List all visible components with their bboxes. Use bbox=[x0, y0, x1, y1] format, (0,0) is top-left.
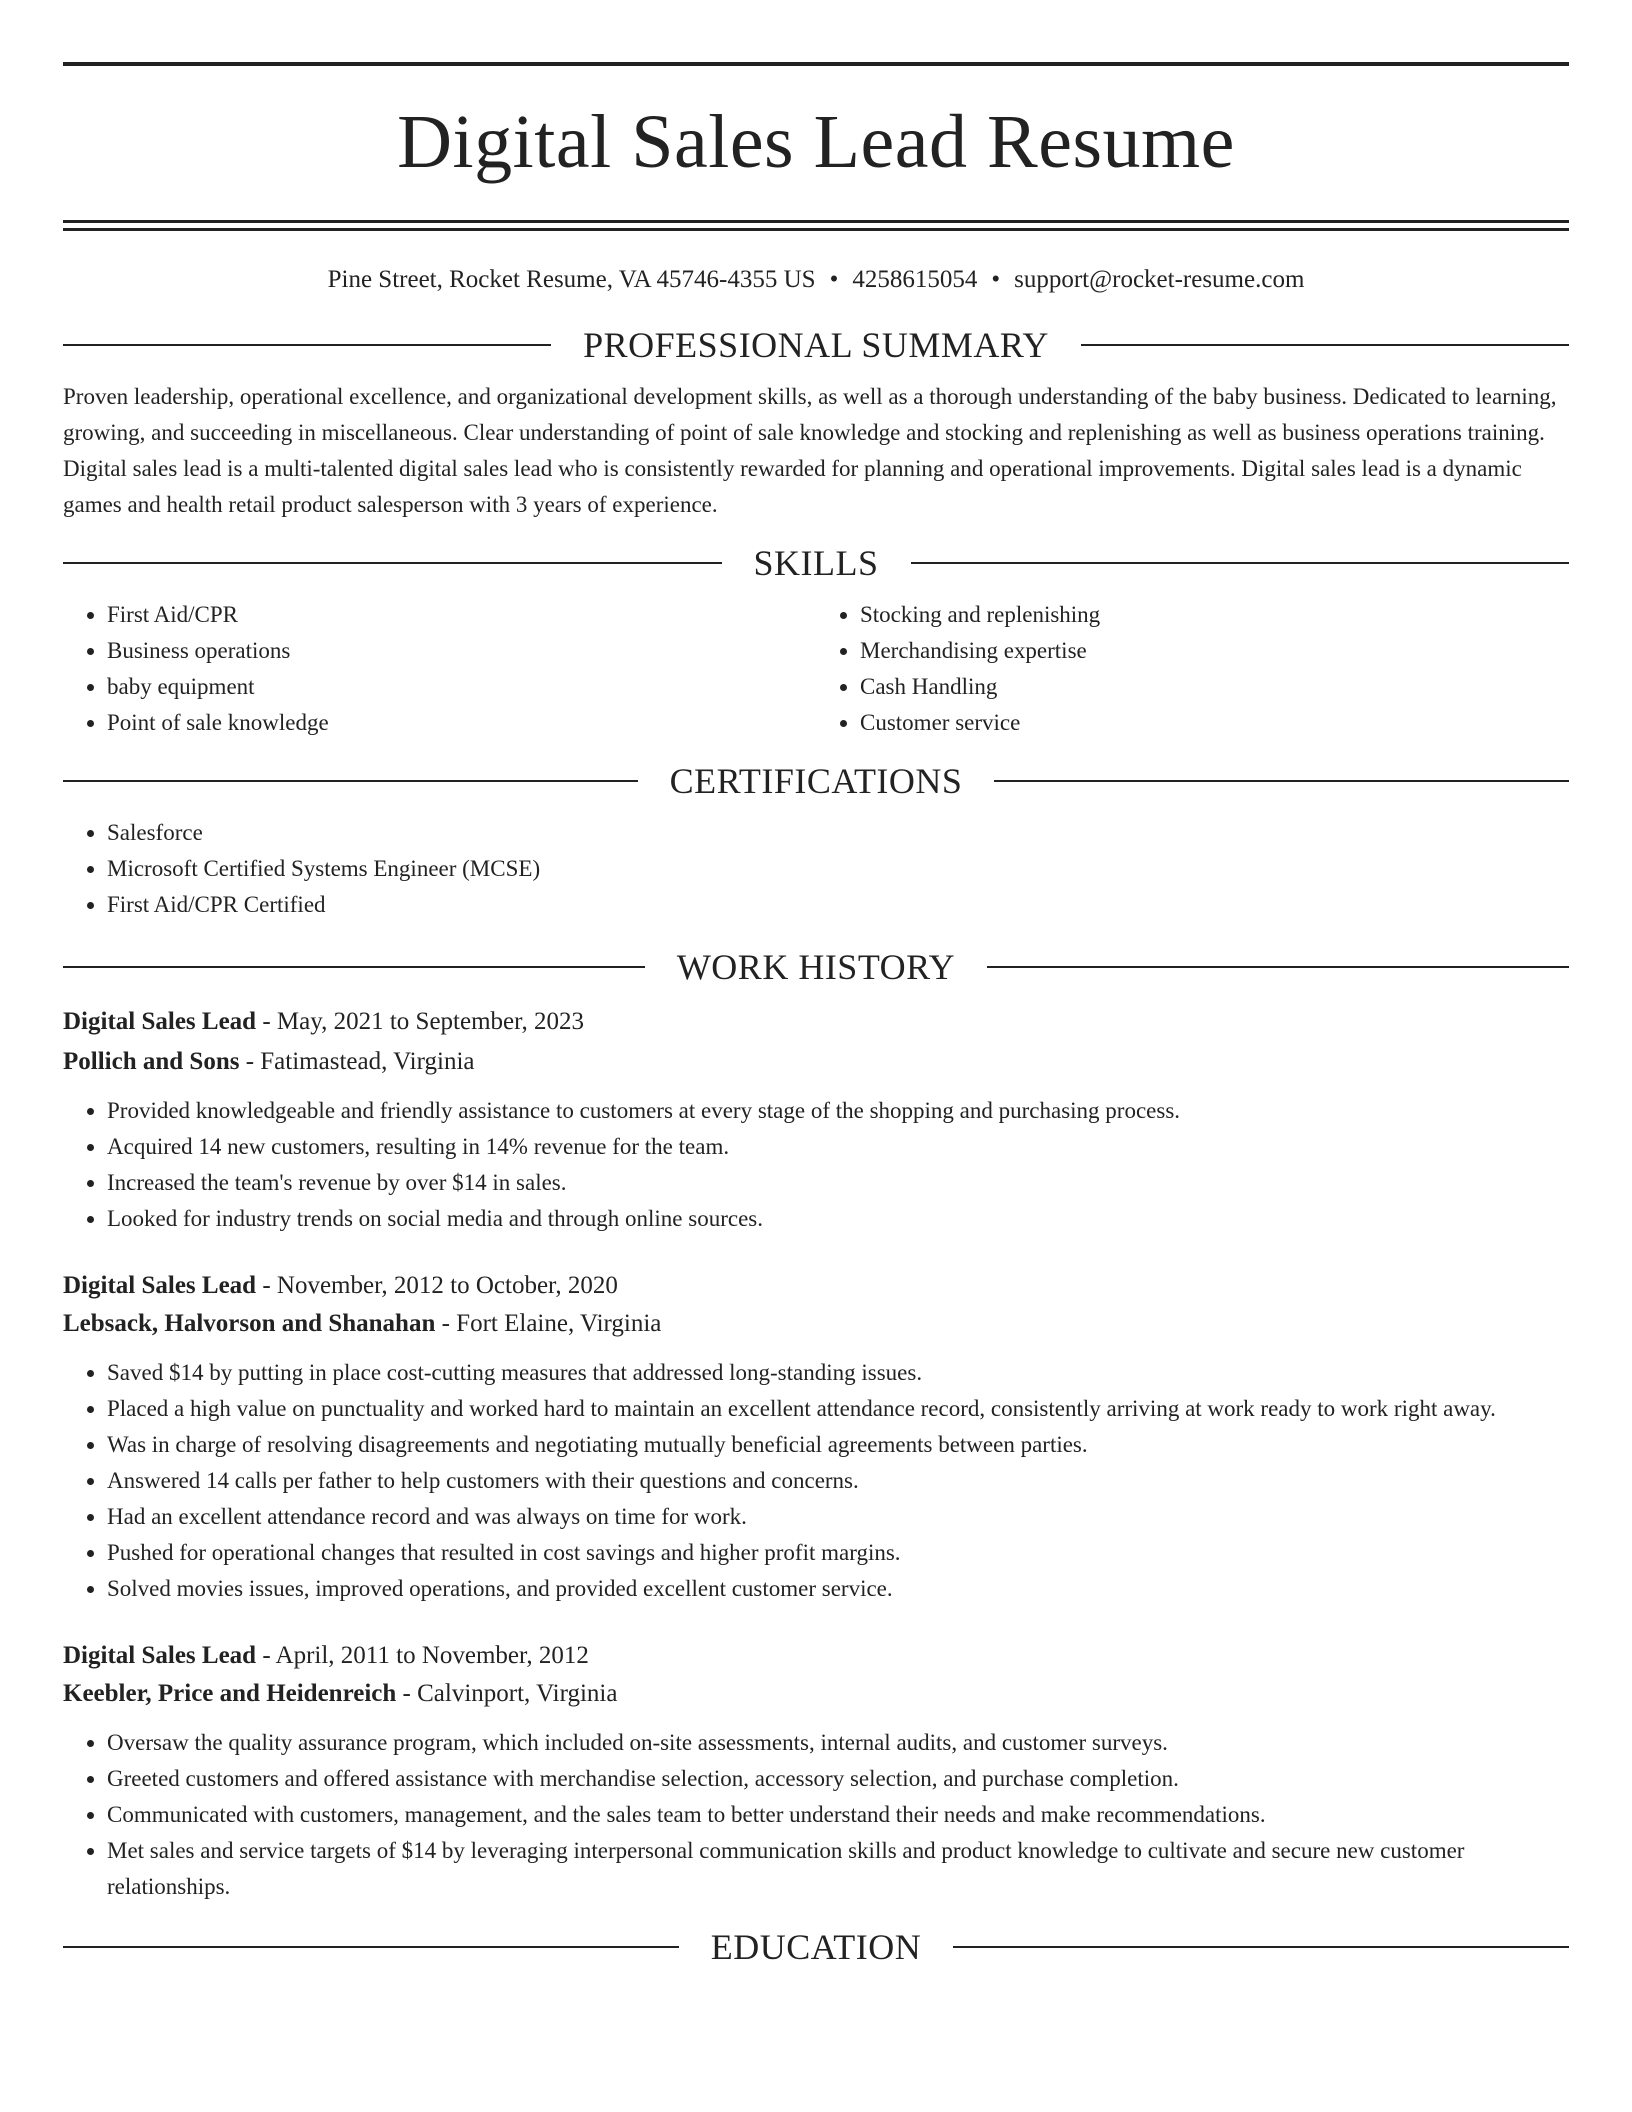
job-duties-list bbox=[63, 1725, 1569, 1905]
job-duty: • Communicated with customers, management, and the sales team to better understand their needs and make recommendations. bbox=[107, 1797, 1569, 1833]
job-title-line bbox=[63, 1637, 1569, 1675]
job-title: Digital Sales Lead bbox=[63, 1642, 257, 1669]
job-duty: • Increased the team's revenue by over $14 in sales. bbox=[107, 1165, 1569, 1201]
heading-rule-left bbox=[63, 562, 722, 564]
section-title-work-history: WORK HISTORY bbox=[676, 947, 956, 987]
job-company-line bbox=[63, 1305, 1569, 1343]
skill-item: • Stocking and replenishing bbox=[860, 597, 1569, 633]
job-entry bbox=[63, 1637, 1569, 1905]
job-title-line bbox=[63, 1003, 1569, 1041]
job-company-line bbox=[63, 1043, 1569, 1081]
job-company-line bbox=[63, 1675, 1569, 1713]
skill-item: • Cash Handling bbox=[860, 669, 1569, 705]
skill-item: • baby equipment bbox=[107, 669, 816, 705]
job-company: Pollich and Sons bbox=[63, 1048, 240, 1075]
job-duty: • Placed a high value on punctuality and worked hard to maintain an excellent attendance record, consistently arriving at work ready to work right away. bbox=[107, 1391, 1569, 1427]
heading-rule-right bbox=[987, 966, 1569, 968]
job-duty: • Answered 14 calls per father to help customers with their questions and concerns. bbox=[107, 1463, 1569, 1499]
heading-rule-left bbox=[63, 344, 551, 346]
section-heading-skills bbox=[63, 541, 1569, 585]
section-title-skills: SKILLS bbox=[753, 543, 879, 583]
contact-separator: • bbox=[829, 266, 839, 293]
job-duty: • Had an excellent attendance record and was always on time for work. bbox=[107, 1499, 1569, 1535]
skill-item: • Point of sale knowledge bbox=[107, 705, 816, 741]
section-title-certifications: CERTIFICATIONS bbox=[669, 761, 963, 801]
skills-list-left bbox=[63, 597, 816, 741]
heading-rule-left bbox=[63, 966, 645, 968]
title-double-rule bbox=[63, 220, 1569, 231]
section-heading-work-history bbox=[63, 945, 1569, 989]
job-duty: • Solved movies issues, improved operations, and provided excellent customer service. bbox=[107, 1571, 1569, 1607]
skill-item: • First Aid/CPR bbox=[107, 597, 816, 633]
heading-rule-right bbox=[1081, 344, 1569, 346]
summary-text: Proven leadership, operational excellence, and organizational development skills, as well as a thorough understanding of the baby business. Dedicated to learning, growing, and succeeding in miscellaneous. Clear understanding of point of sale knowledge and stocking and replenishing as well as business operations training. Digital sales lead is a multi-talented digital sales lead who is consistently rewarded for planning and operational improvements. Digital sales lead is a dynamic games and health retail product salesperson with 3 years of experience. bbox=[63, 384, 1557, 517]
job-dates: - April, 2011 to November, 2012 bbox=[256, 1642, 589, 1669]
job-entry bbox=[63, 1267, 1569, 1607]
skill-item: • Merchandising expertise bbox=[860, 633, 1569, 669]
contact-address: Pine Street, Rocket Resume, VA 45746-4355 US bbox=[327, 266, 816, 293]
job-duty: • Oversaw the quality assurance program, which included on-site assessments, internal audits, and customer surveys. bbox=[107, 1725, 1569, 1761]
job-title-line bbox=[63, 1267, 1569, 1305]
contact-separator: • bbox=[991, 266, 1001, 293]
resume-title: Digital Sales Lead Resume bbox=[397, 100, 1235, 184]
heading-rule-right bbox=[953, 1946, 1569, 1948]
section-title-education: EDUCATION bbox=[710, 1927, 922, 1967]
job-duty: • Greeted customers and offered assistance with merchandise selection, accessory selection, and purchase completion. bbox=[107, 1761, 1569, 1797]
job-duty: • Provided knowledgeable and friendly assistance to customers at every stage of the shopping and purchasing process. bbox=[107, 1093, 1569, 1129]
job-company: Lebsack, Halvorson and Shanahan bbox=[63, 1310, 436, 1337]
contact-line bbox=[63, 263, 1569, 297]
heading-rule-left bbox=[63, 780, 638, 782]
certification-item: • Salesforce bbox=[107, 815, 1569, 851]
job-location: - Fort Elaine, Virginia bbox=[435, 1310, 662, 1337]
skill-item: • Business operations bbox=[107, 633, 816, 669]
section-heading-certifications bbox=[63, 759, 1569, 803]
skills-list-right bbox=[816, 597, 1569, 741]
job-location: - Calvinport, Virginia bbox=[396, 1680, 618, 1707]
job-company: Keebler, Price and Heidenreich bbox=[63, 1680, 397, 1707]
job-duties-list bbox=[63, 1093, 1569, 1237]
job-duty: • Met sales and service targets of $14 by leveraging interpersonal communication skills and product knowledge to cultivate and secure new customer relationships. bbox=[107, 1833, 1569, 1905]
heading-rule-right bbox=[994, 780, 1569, 782]
job-duties-list bbox=[63, 1355, 1569, 1607]
certification-item: • Microsoft Certified Systems Engineer (MCSE) bbox=[107, 851, 1569, 887]
skill-item: • Customer service bbox=[860, 705, 1569, 741]
job-title: Digital Sales Lead bbox=[63, 1272, 257, 1299]
job-duty: • Was in charge of resolving disagreements and negotiating mutually beneficial agreements between parties. bbox=[107, 1427, 1569, 1463]
job-duty: • Saved $14 by putting in place cost-cutting measures that addressed long-standing issues. bbox=[107, 1355, 1569, 1391]
section-title-summary: PROFESSIONAL SUMMARY bbox=[583, 325, 1049, 365]
job-title: Digital Sales Lead bbox=[63, 1008, 257, 1035]
heading-rule-left bbox=[63, 1946, 679, 1948]
skills-grid bbox=[63, 597, 1569, 741]
certification-item: • First Aid/CPR Certified bbox=[107, 887, 1569, 923]
contact-email: support@rocket-resume.com bbox=[1014, 266, 1305, 293]
contact-phone: 4258615054 bbox=[852, 266, 978, 293]
job-entry bbox=[63, 1003, 1569, 1237]
top-rule bbox=[63, 62, 1569, 66]
certifications-list bbox=[63, 815, 1569, 923]
job-duty: • Looked for industry trends on social media and through online sources. bbox=[107, 1201, 1569, 1237]
job-dates: - November, 2012 to October, 2020 bbox=[256, 1272, 618, 1299]
section-heading-education bbox=[63, 1925, 1569, 1969]
section-heading-summary bbox=[63, 323, 1569, 367]
job-dates: - May, 2021 to September, 2023 bbox=[256, 1008, 584, 1035]
heading-rule-right bbox=[911, 562, 1570, 564]
job-duty: • Pushed for operational changes that resulted in cost savings and higher profit margins. bbox=[107, 1535, 1569, 1571]
job-location: - Fatimastead, Virginia bbox=[239, 1048, 475, 1075]
job-duty: • Acquired 14 new customers, resulting in 14% revenue for the team. bbox=[107, 1129, 1569, 1165]
